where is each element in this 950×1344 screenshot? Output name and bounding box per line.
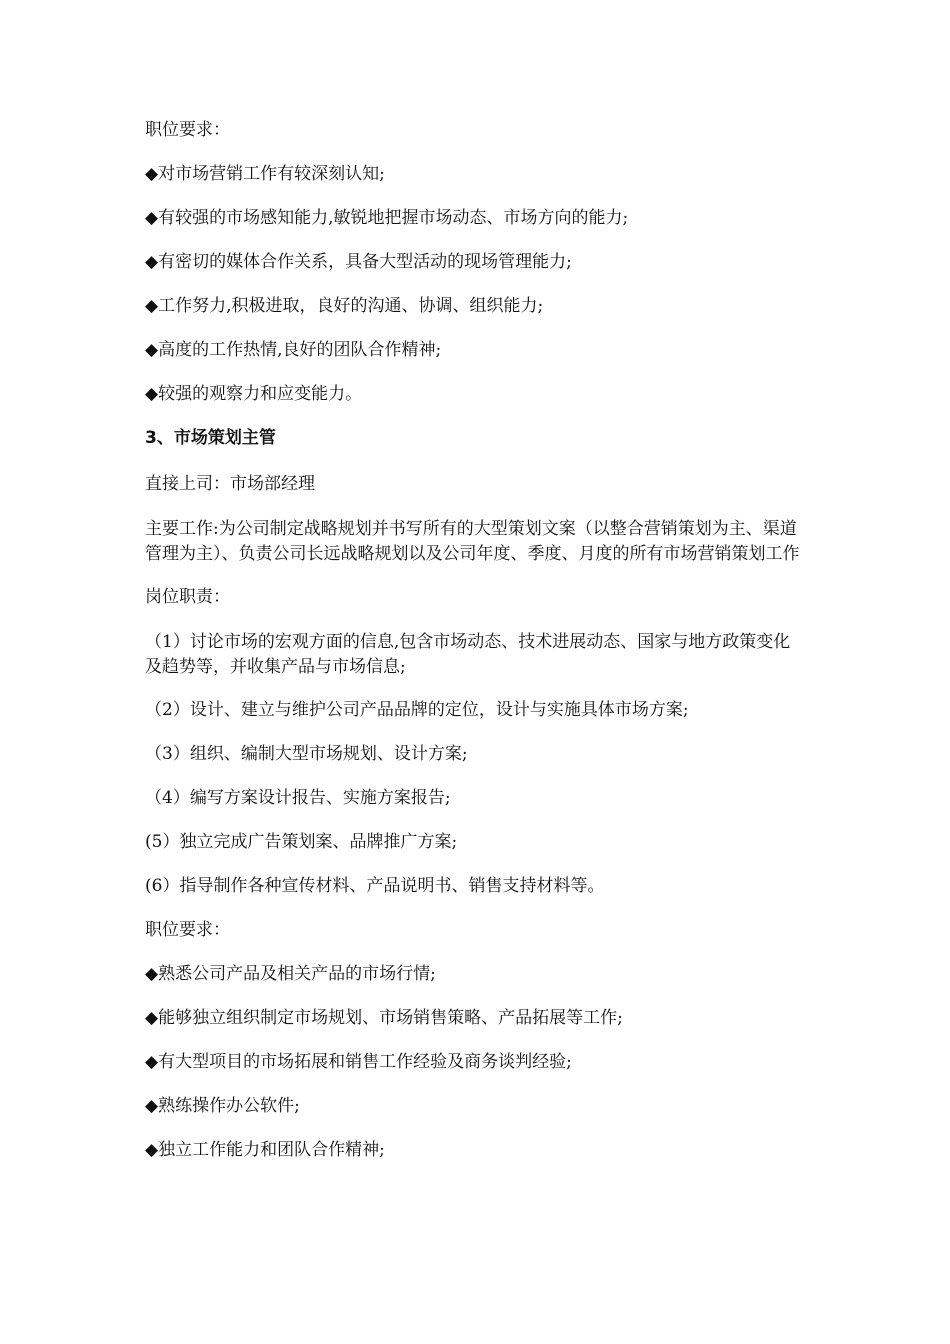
main-work-paragraph: 主要工作:为公司制定战略规划并书写所有的大型策划文案（以整合营销策划为主、渠道管理为主）、负责公司长远战略规划以及公司年度、季度、月度的所有市场营销策划工作 <box>145 519 800 564</box>
duty-item: （3）组织、编制大型市场规划、设计方案; <box>145 744 468 764</box>
requirement-item: ◆有大型项目的市场拓展和销售工作经验及商务谈判经验; <box>145 1052 572 1072</box>
position-heading: 3、市场策划主管 <box>145 428 276 448</box>
duty-item: （1）讨论市场的宏观方面的信息,包含市场动态、技术进展动态、国家与地方政策变化及趋势等，并收集产品与市场信息; <box>145 632 791 677</box>
section-title-requirements: 职位要求： <box>145 120 230 140</box>
supervisor-line: 直接上司：市场部经理 <box>145 474 315 494</box>
requirement-item: ◆熟练操作办公软件; <box>145 1096 300 1116</box>
duties-title: 岗位职责： <box>145 587 230 607</box>
duty-item: (6）指导制作各种宣传材料、产品说明书、销售支持材料等。 <box>145 876 605 896</box>
requirement-item: ◆熟悉公司产品及相关产品的市场行情; <box>145 964 436 984</box>
requirement-item: ◆有密切的媒体合作关系，具备大型活动的现场管理能力; <box>145 252 572 272</box>
requirement-item: ◆有较强的市场感知能力,敏锐地把握市场动态、市场方向的能力; <box>145 208 629 228</box>
document-page <box>145 119 805 1183</box>
requirement-item: ◆对市场营销工作有较深刻认知; <box>145 164 385 184</box>
section-title-requirements: 职位要求： <box>145 920 230 940</box>
requirement-item: ◆工作努力,积极进取，良好的沟通、协调、组织能力; <box>145 296 544 316</box>
duty-item: (5）独立完成广告策划案、品牌推广方案; <box>145 832 458 852</box>
requirement-item: ◆独立工作能力和团队合作精神; <box>145 1140 385 1160</box>
duty-item: （4）编写方案设计报告、实施方案报告; <box>145 788 451 808</box>
duty-item: （2）设计、建立与维护公司产品品牌的定位，设计与实施具体市场方案; <box>145 700 689 720</box>
requirement-item: ◆能够独立组织制定市场规划、市场销售策略、产品拓展等工作; <box>145 1008 623 1028</box>
requirement-item: ◆较强的观察力和应变能力。 <box>145 384 363 404</box>
requirement-item: ◆高度的工作热情,良好的团队合作精神; <box>145 340 442 360</box>
